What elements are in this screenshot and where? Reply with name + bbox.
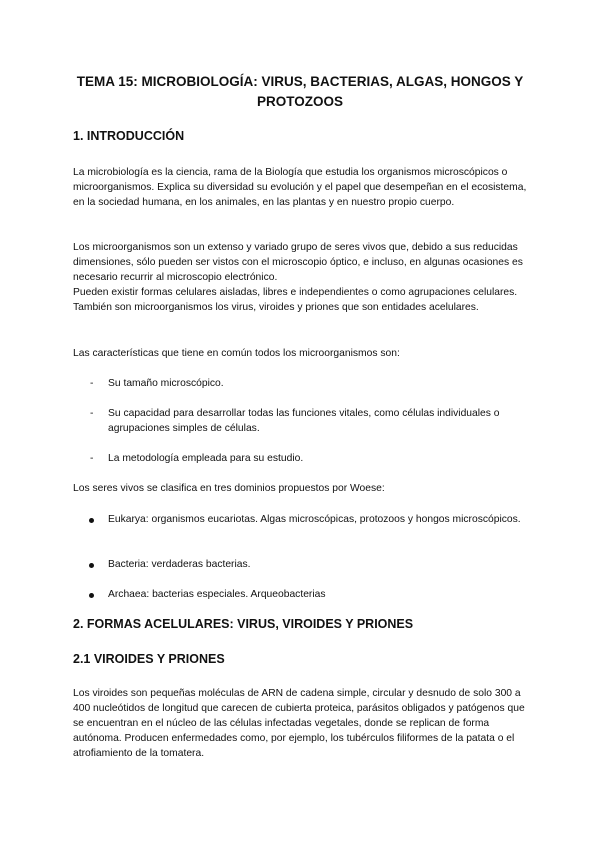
dash-marker: - <box>90 378 94 389</box>
dash-marker: - <box>90 453 94 464</box>
list-item-bullet-1: Eukarya: organismos eucariotas. Algas microscópicas, protozoos y hongos microscópicos. <box>108 514 521 525</box>
intro-paragraph-2: Los microorganismos son un extenso y variado grupo de seres vivos que, debido a sus reducidas dimensiones, sólo pueden ser vistos con el microscopio óptico, e incluso, en algunas ocasiones es necesario recurrir al microscopio electrónico. <box>73 242 523 283</box>
section-heading-formas-acelulares: 2. FORMAS ACELULARES: VIRUS, VIROIDES Y PRIONES <box>73 617 414 631</box>
intro-paragraph-1: La microbiología es la ciencia, rama de la Biología que estudia los organismos microscópicos o microorganismos. Explica su diversidad su evolución y el papel que desempeñan en el ecosistema, en la sociedad humana, en los animales, en las plantas y en nuestro propio cuerpo. <box>73 167 527 208</box>
list-item-bullet-3: Archaea: bacterias especiales. Arqueobacterias <box>108 589 326 600</box>
bullet-icon <box>89 518 94 523</box>
list-item-dash-1: Su tamaño microscópico. <box>108 378 224 389</box>
viroides-paragraph: Los viroides son pequeñas moléculas de ARN de cadena simple, circular y desnudo de solo 300 a 400 nucleótidos de longitud que carecen de cubierta proteica, parásitos obligados y patógenos que se encuentran en el núcleo de las células infectadas vegetales, donde se replican de forma autónoma. Producen enfermedades como, por ejemplo, los tubérculos filiformes de la patata o el atrofiamiento de la tomatera. <box>73 688 525 759</box>
intro-paragraph-5: Los seres vivos se clasifica en tres dominios propuestos por Woese: <box>73 483 385 494</box>
bullet-icon <box>89 593 94 598</box>
bullet-icon <box>89 563 94 568</box>
list-item-dash-2: Su capacidad para desarrollar todas las funciones vitales, como células individuales o agrupaciones simples de células. <box>108 408 500 434</box>
list-item-bullet-2: Bacteria: verdaderas bacterias. <box>108 559 251 570</box>
section-heading-viroides-priones: 2.1 VIROIDES Y PRIONES <box>73 652 225 666</box>
intro-paragraph-3: Pueden existir formas celulares aisladas, libres e independientes o como agrupaciones celulares. También son microorganismos los virus, viroides y priones que son entidades acelulares. <box>73 287 518 313</box>
section-heading-introduccion: 1. INTRODUCCIÓN <box>73 129 185 143</box>
list-item-dash-3: La metodología empleada para su estudio. <box>108 453 304 464</box>
intro-paragraph-4: Las características que tiene en común todos los microorganismos son: <box>73 348 400 359</box>
document-title: TEMA 15: MICROBIOLOGÍA: VIRUS, BACTERIAS, ALGAS, HONGOS Y PROTOZOOS <box>76 74 524 109</box>
dash-marker: - <box>90 408 94 419</box>
